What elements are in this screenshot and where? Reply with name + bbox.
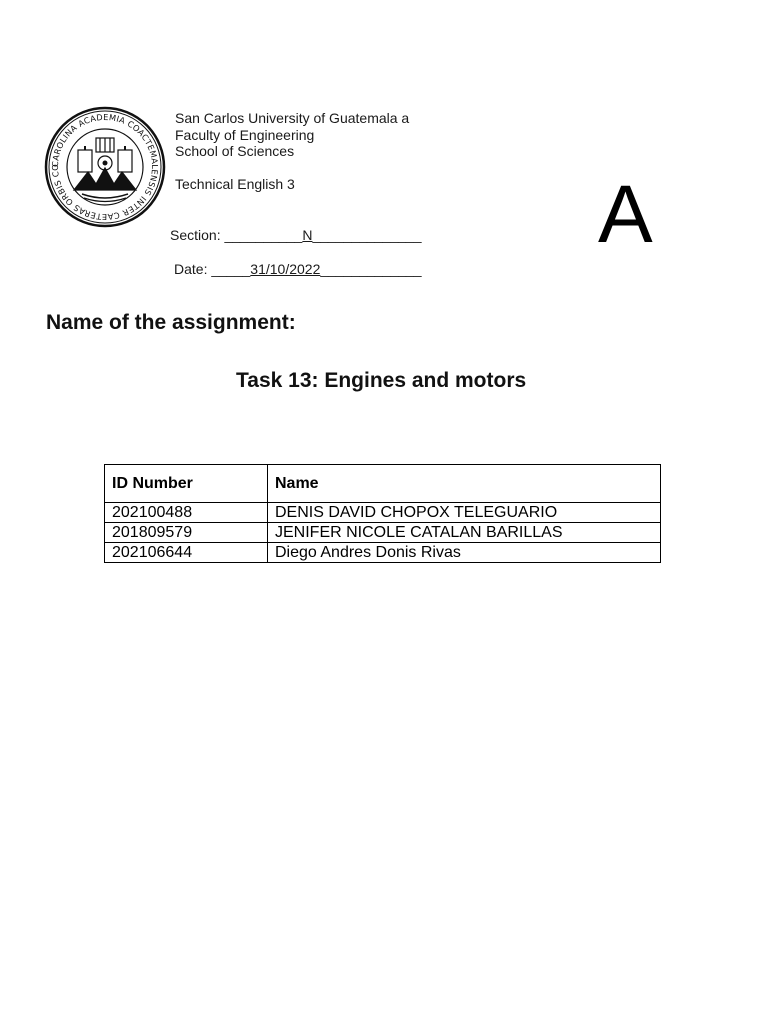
seal-ring-text: CAROLINA ACADEMIA COACTEMALENSIS INTER CAETERAS ORBIS CO xyxy=(49,111,161,223)
cell-name: DENIS DAVID CHOPOX TELEGUARIO xyxy=(268,503,661,523)
date-pad-before: _____ xyxy=(211,261,251,277)
header-id-number: ID Number xyxy=(105,465,268,503)
date-value: 31/10/2022 xyxy=(250,261,321,277)
cell-name: Diego Andres Donis Rivas xyxy=(268,543,661,563)
section-field xyxy=(170,227,422,243)
cell-id: 202106644 xyxy=(105,543,268,563)
table-row xyxy=(105,543,661,563)
cell-id: 201809579 xyxy=(105,523,268,543)
university-name: San Carlos University of Guatemala a xyxy=(175,110,410,126)
header-name: Name xyxy=(268,465,661,503)
section-pad-before: __________ xyxy=(224,227,303,243)
table-header-row xyxy=(105,465,661,503)
assignment-label: Name of the assignment: xyxy=(46,311,296,334)
school-name: School of Sciences xyxy=(175,143,295,159)
section-label: Section: xyxy=(170,227,221,243)
members-table xyxy=(104,464,661,563)
assignment-title: Task 13: Engines and motors xyxy=(236,369,527,392)
section-pad-after: ______________ xyxy=(312,227,422,243)
date-label: Date: xyxy=(174,261,208,277)
table-row xyxy=(105,503,661,523)
course-name: Technical English 3 xyxy=(175,176,295,192)
cell-name: JENIFER NICOLE CATALAN BARILLAS xyxy=(268,523,661,543)
cell-id: 202100488 xyxy=(105,503,268,523)
faculty-name: Faculty of Engineering xyxy=(175,127,315,143)
date-field xyxy=(174,261,422,277)
table-row xyxy=(105,523,661,543)
university-seal xyxy=(44,106,166,228)
grade-letter: A xyxy=(598,169,653,260)
date-pad-after: _____________ xyxy=(320,261,422,277)
section-value: N xyxy=(302,227,313,243)
